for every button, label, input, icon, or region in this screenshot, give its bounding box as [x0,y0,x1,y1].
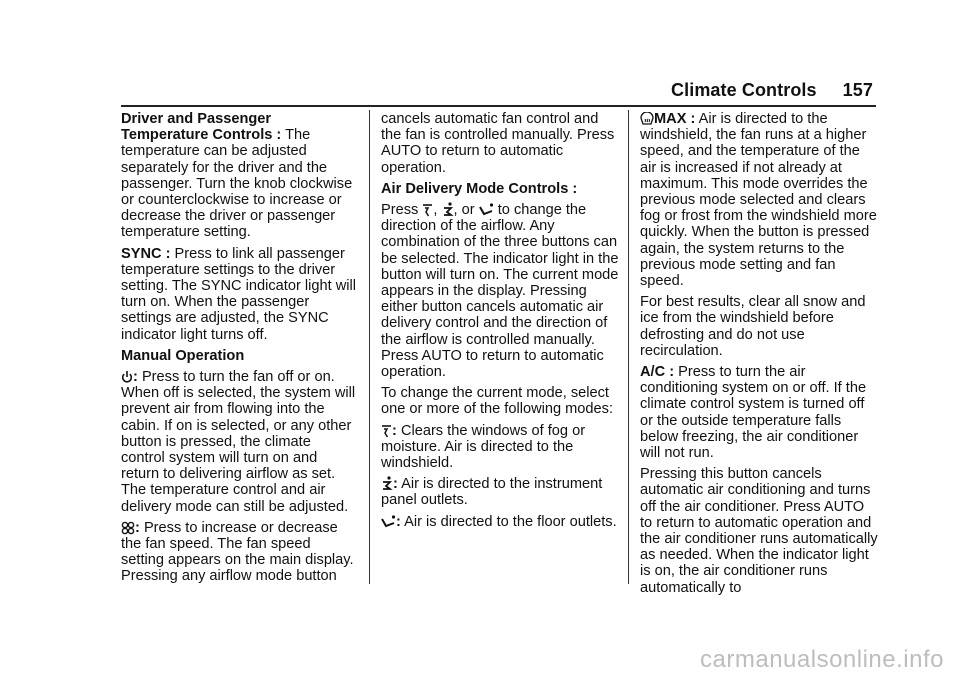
temp-paragraph [121,111,356,241]
defrost-icon [640,112,654,126]
sync-paragraph [121,246,356,343]
panel-icon [442,202,454,217]
page-number: 157 [842,80,873,100]
floor-icon [479,203,494,217]
pressing-paragraph: Pressing this button cancels automatic air conditioning and turns off the air conditioner. Press AUTO to return to automatic operation and the air conditioner runs automatically as needed. When the indicator light is on, the air conditioner runs automatically to [640,466,878,596]
power-icon [121,370,133,384]
column-divider-1 [369,110,370,584]
best-results-paragraph: For best results, clear all snow and ice from the windshield before defrosting and do not use recirculation. [640,294,866,359]
continued-paragraph: cancels automatic fan control and the fan is controlled manually. Press AUTO to return to automatic operation. [381,111,615,176]
defog-colon: : [392,422,397,439]
power-colon: : [133,369,138,386]
column-1 [121,111,356,590]
floor-text: Air is directed to the floor outlets. [404,513,617,530]
max-paragraph [640,111,880,289]
panel-text: Air is directed to the instrument panel outlets. [381,476,603,509]
fan-paragraph [121,520,356,585]
floor-mode-icon [381,515,396,529]
power-paragraph [121,369,356,515]
max-label: MAX : [654,111,696,127]
air-delivery-paragraph [381,202,621,380]
temp-label: Driver and Passenger Temperature Controls : [121,111,282,144]
ac-text: Press to turn the air conditioning system on or off. If the climate control system is turned off or the outside temperature falls below freezing, the air conditioner will not run. [640,364,867,462]
or-word: , or [453,202,475,219]
floor-paragraph [381,514,621,530]
column-2 [381,111,621,535]
comma: , [433,202,438,219]
defog-icon [422,203,433,217]
panel-colon: : [393,476,398,493]
section-title: Climate Controls [671,80,817,100]
page-header [671,80,873,101]
change-mode-paragraph: To change the current mode, select one or more of the following modes: [381,385,614,418]
panel-paragraph [381,476,621,508]
max-text: Air is directed to the windshield, the fan runs at a higher speed, and the temperature of the air is increased if not already at maximum. This mode overrides the previous mode selected and clears fog or frost from the windshield more quickly. When the button is pressed again, the system returns to the previous mode setting and fan speed. [640,111,877,290]
power-text: Press to turn the fan off or on. When off is selected, the system will prevent air from flowing into the cabin. If on is selected, or any other button is pressed, the climate control system will turn on and return to delivering airflow as set. The temperature control and air delivery mode can still be adjusted. [121,369,356,515]
defog-mode-icon [381,424,392,438]
fan-text: Press to increase or decrease the fan speed. The fan speed setting appears on the main display. Pressing any airflow mode button [121,519,354,585]
press-word: Press [381,202,419,219]
panel-mode-icon [381,476,393,491]
ac-label: A/C : [640,364,675,381]
defog-paragraph [381,423,621,472]
air-delivery-heading: Air Delivery Mode Controls : [381,180,578,197]
watermark: carmanualsonline.info [700,646,944,673]
column-3 [640,111,880,601]
header-rule [121,105,876,107]
defog-text: Clears the windows of fog or moisture. Air is directed to the windshield. [381,422,586,472]
press-tail-text: to change the direction of the airflow. Any combination of the three buttons can be selected. The indicator light in the button will turn on. The current mode appears in the display. Pressing either button cancels automatic air delivery control and the direction of the airflow is controlled manually. Press AUTO to return to automatic operation. [381,202,619,381]
sync-label: SYNC : [121,245,171,262]
column-divider-2 [628,110,629,584]
ac-paragraph [640,364,880,461]
floor-colon: : [396,513,401,530]
fan-icon [121,521,135,535]
fan-colon: : [135,519,140,536]
manual-operation-heading: Manual Operation [121,347,245,364]
temp-text: The temperature can be adjusted separately for the driver and the passenger. Turn the knob clockwise or counterclockwise to increase or decrease the driver or passenger temperature setting. [121,127,353,241]
sync-text: Press to link all passenger temperature settings to the driver setting. The SYNC indicator light will turn on. When the passenger settings are adjusted, the SYNC indicator light turns off. [121,245,356,343]
